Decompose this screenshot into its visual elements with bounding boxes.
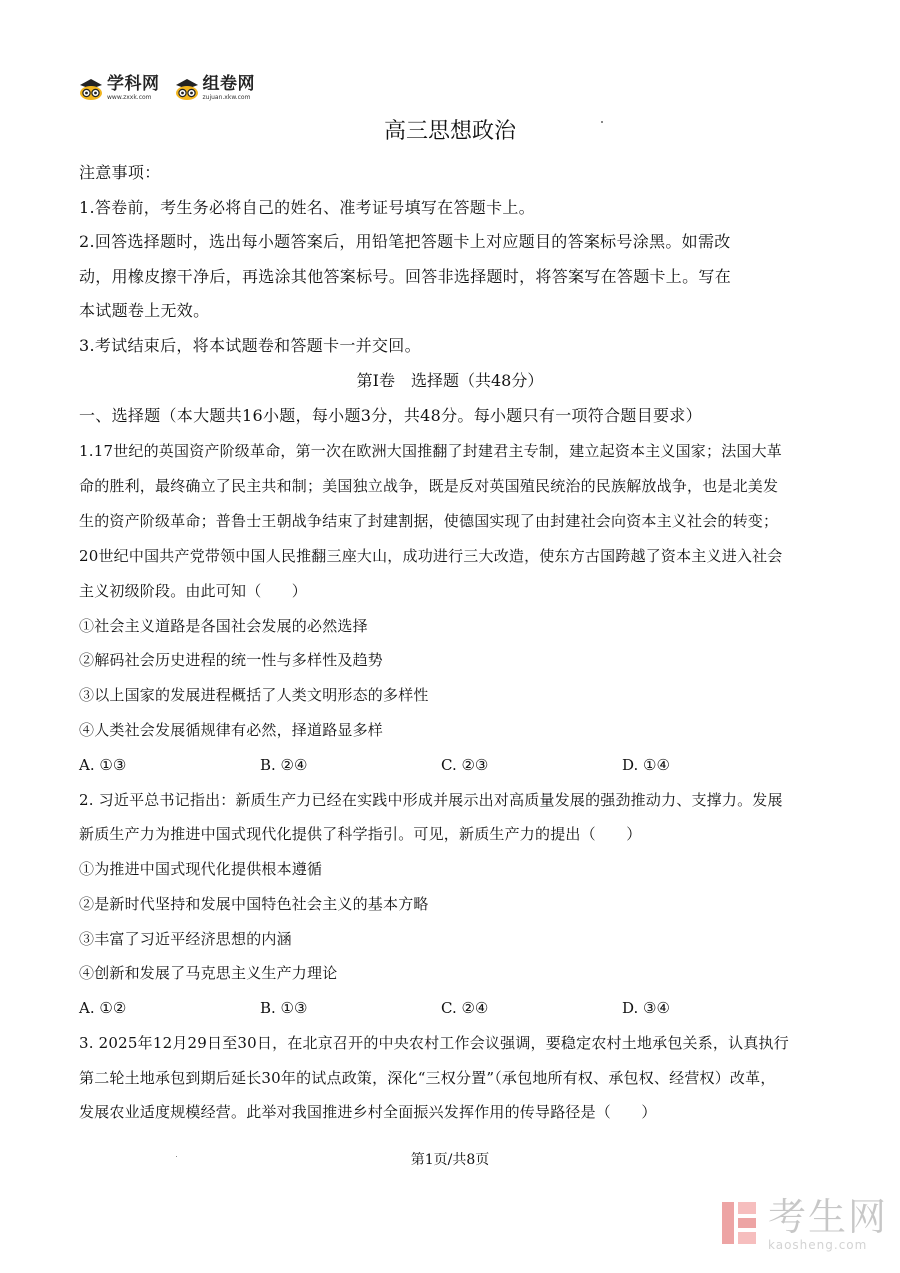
question-stem-line: 主义初级阶段。由此可知（ ） xyxy=(79,582,308,600)
question-stem-line: 生的资产阶级革命；普鲁士王朝战争结束了封建割据，使德国实现了由封建社会向资本主义社会的转变； xyxy=(79,512,779,530)
question-stem-line: 命的胜利，最终确立了民主共和制；美国独立战争，既是反对英国殖民统治的民族解放战争，也是北美发 xyxy=(79,477,779,495)
option-c[interactable]: C. ②④ xyxy=(441,999,489,1017)
stray-dot xyxy=(601,121,603,123)
owl-icon xyxy=(174,78,200,100)
notice-line: 1.答卷前，考生务必将自己的姓名、准考证号填写在答题卡上。 xyxy=(79,198,535,217)
statement: ②是新时代坚持和发展中国特色社会主义的基本方略 xyxy=(79,895,429,913)
notice-heading: 注意事项： xyxy=(79,163,161,182)
watermark-url: kaosheng.com xyxy=(768,1238,868,1252)
question-stem-line: 第二轮土地承包到期后延长30年的试点政策，深化“三权分置”（承包地所有权、承包权、经营权）改革， xyxy=(79,1069,776,1087)
question-stem-line: 新质生产力为推进中国式现代化提供了科学指引。可见，新质生产力的提出（ ） xyxy=(79,825,642,843)
statement: ②解码社会历史进程的统一性与多样性及趋势 xyxy=(79,651,384,669)
question-stem-line: 发展农业适度规模经营。此举对我国推进乡村全面振兴发挥作用的传导路径是（ ） xyxy=(79,1103,657,1121)
question-stem-line: 3. 2025年12月29日至30日，在北京召开的中央农村工作会议强调，要稳定农村土地承包关系，认真执行 xyxy=(79,1034,789,1052)
xkw-logo-url: www.zxxk.com xyxy=(107,94,152,101)
statement: ①为推进中国式现代化提供根本遵循 xyxy=(79,860,323,878)
kaosheng-watermark xyxy=(720,1195,889,1252)
option-a[interactable]: A. ①② xyxy=(79,999,127,1017)
option-a[interactable]: A. ①③ xyxy=(79,756,127,774)
notice-line: 动，用橡皮擦干净后，再选涂其他答案标号。回答非选择题时，将答案写在答题卡上。写在 xyxy=(79,267,732,286)
question-stem-line: 2. 习近平总书记指出：新质生产力已经在实践中形成并展示出对高质量发展的强劲推动力、支撑力。发展 xyxy=(79,791,783,809)
xkw-logo-name: 学科网 xyxy=(107,74,160,94)
notice-line: 本试题卷上无效。 xyxy=(79,301,210,320)
statement: ③丰富了习近平经济思想的内涵 xyxy=(79,930,292,948)
header-logos xyxy=(78,76,255,101)
answer-options xyxy=(79,996,799,1020)
part-heading: 一、选择题（本大题共16小题，每小题3分，共48分。每小题只有一项符合题目要求） xyxy=(79,406,702,425)
option-d[interactable]: D. ①④ xyxy=(622,756,670,774)
answer-options xyxy=(79,753,799,777)
statement: ①社会主义道路是各国社会发展的必然选择 xyxy=(79,617,368,635)
statement: ③以上国家的发展进程概括了人类文明形态的多样性 xyxy=(79,686,429,704)
notice-line: 2.回答选择题时，选出每小题答案后，用铅笔把答题卡上对应题目的答案标号涂黑。如需改 xyxy=(79,232,731,251)
owl-icon xyxy=(78,78,104,100)
notice-line: 3.考试结束后，将本试题卷和答题卡一并交回。 xyxy=(79,336,421,355)
option-c[interactable]: C. ②③ xyxy=(441,756,489,774)
watermark-name: 考生网 xyxy=(768,1195,889,1239)
section-title: 第Ⅰ卷 选择题（共48分） xyxy=(356,371,544,390)
zjw-logo-url: zujuan.xkw.com xyxy=(202,94,251,101)
page-title: 高三思想政治 xyxy=(383,119,516,144)
statement: ④创新和发展了马克思主义生产力理论 xyxy=(79,964,338,982)
kaosheng-logo-icon xyxy=(720,1198,760,1248)
option-b[interactable]: B. ①③ xyxy=(260,999,308,1017)
option-b[interactable]: B. ②④ xyxy=(260,756,308,774)
page-footer: 第1页/共8页 xyxy=(410,1152,490,1168)
zjw-logo[interactable] xyxy=(174,76,256,101)
option-d[interactable]: D. ③④ xyxy=(622,999,670,1017)
question-stem-line: 20世纪中国共产党带领中国人民推翻三座大山，成功进行三大改造，使东方古国跨越了资本主义进入社会 xyxy=(79,547,783,565)
statement: ④人类社会发展循规律有必然，择道路显多样 xyxy=(79,721,384,739)
zjw-logo-name: 组卷网 xyxy=(202,74,255,94)
xkw-logo[interactable] xyxy=(78,76,160,101)
question-stem-line: 1.17世纪的英国资产阶级革命，第一次在欧洲大国推翻了封建君主专制，建立起资本主义国家；法国大革 xyxy=(79,442,783,460)
